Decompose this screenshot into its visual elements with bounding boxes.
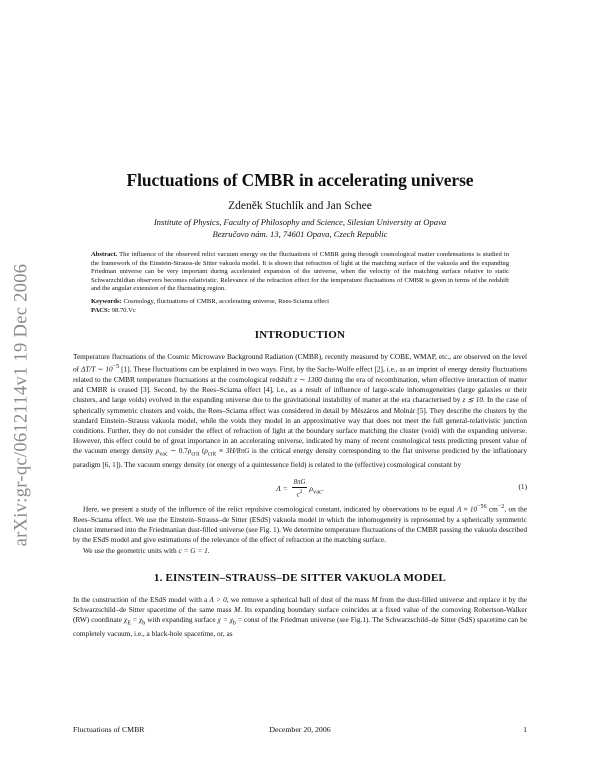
abstract [91, 251, 509, 294]
intro-paragraph-1: Temperature fluctuations of the Cosmic Microwave Background Radiation (CMBR), recently measured by COBE, WMAP, etc., are observed on the level of ΔT/T ∼ $10^{-5}$ [1]. These fluctuations can be explained in two ways. First, by the Sachs-Wolfe effect [2], i.e., as an imprint of energy density fluctuations related to the CMBR temperature fluctuations at the cosmological redshift z ∼ 1300 during the era of recombination, when effective interaction of matter and CMBR is ceased [3]. Second, by the Rees–Sciama effect [4], i.e., as a result of influence of large-scale inhomogeneities (large galaxies or their clusters, and large voids) evolved in the expanding universe due to the gravitational instability of matter at the era characterised by z ≲ 10. In the case of spherically symmetric clusters and voids, the Rees–Sciama effect was considered in detail by Mészáros and Molnár [5]. They describe the clusters by the standard Einstein–Strauss vakuola model, while the voids they model in an approximative way that does not meet the full general-relativistic junction conditions. Further, they do not consider the effect of refraction of light at the boundary surface matching the cluster (void) with the expanding universe. However, this effect could be of great importance in an accelerating universe, indicated by many of recent cosmological tests predicting present value of the vacuum energy density $\rho_{vac}$ ∼ $0.7\rho_{crit}$ ($\rho_{crit} \equiv 3H/8\pi G$ is the critical energy density corresponding to the flat universe predicted by the inflationary paradigm [6, 1]). The vacuum energy density (or energy of a quintessence field) is related to the (effective) cosmological constant by [73, 352, 527, 470]
paper-page [73, 170, 527, 639]
equation-body: Λ = $\frac{8\pi G}{c^2}$ $\rho_{vac}$. [276, 479, 324, 499]
section-heading-introduction: INTRODUCTION [254, 329, 346, 342]
affiliation [73, 217, 527, 240]
equation-number: (1) [518, 482, 527, 492]
abstract-text: The influence of the observed relict vacuum energy on the fluctuations of CMBR going through cosmological matter condensations is studied in the framework of the Einstein-Strauss-de Sitter vakuola model. It is shown that refraction of light at the matching surface of the vakuola and the expanding Friedman universe can be very important during accelerated expansion of the universe, when the velocity of the matching surface relative to static Schwarzchildian observers becomes relativistic. Relevance of the refraction effect for the temperature fluctuations of CMBR is given in terms of the redshift and the angular extension of the fluctuating region. [91, 251, 509, 293]
intro-paragraph-3: We use the geometric units with c = G = 1. [83, 545, 210, 555]
intro-paragraph-2: Here, we present a study of the influence of the relict repulsive cosmological constant, indicated by observations to be equal $\Lambda \approx 10^{-56}$ $cm^{-2}$, on the Rees–Sciama effect. We use the Einstein–Strauss–de Sitter (ESdS) vakuola model in which the inhomogeneity is represented by a spherically symmetric cluster immersed into the Friedmanian dust-filled universe (see Fig. 1). We determine temperature fluctuations of the CMBR passing the vakuola described by the ESdS model and give estimations of the relevance of the effect of refraction at the matching surface. [73, 504, 527, 545]
keywords [91, 298, 509, 315]
affiliation-line: Institute of Physics, Faculty of Philosophy and Science, Silesian University at Opava [153, 217, 447, 227]
keywords-label: Keywords: [91, 297, 122, 305]
section1-paragraph-1: In the construction of the ESdS model with a Λ > 0, we remove a spherical ball of dust of the mass M from the dust-filled universe and replace it by the Schwarzschild–de Sitter spacetime of the same mass M. Its expanding boundary surface coincides at a fixed value of the comoving Robertson-Walker (RW) coordinate $\chi_E = \chi_b$ with expanding surface $\chi = \chi_b$ = const of the Friedman universe (see Fig.1). The Schwarzschild–de Sitter (SdS) spacetime can be completely vacuum, i.e., a black-hole spacetime, or, as [73, 594, 527, 638]
page-number: 1 [523, 725, 527, 734]
section-heading-1: 1. EINSTEIN–STRAUSS–DE SITTER VAKUOLA MODEL [153, 571, 447, 584]
author-list: Zdeněk Stuchlík and Jan Schee [228, 200, 372, 212]
equation-1 [73, 473, 527, 499]
page-footer [73, 725, 527, 737]
keywords-text: Cosmology, fluctuations of CMBR, accelerating universe, Rees-Sciama effect [123, 297, 330, 305]
pacs-label: PACS: [91, 306, 110, 314]
equation-fraction: $\frac{8\pi G}{c^2}$ [293, 479, 306, 499]
arxiv-identifier: arXiv:gr-qc/0612114v1 19 Dec 2006 [11, 263, 32, 547]
abstract-label: Abstract. [91, 251, 118, 258]
arxiv-stamp [8, 205, 36, 605]
affiliation-line: Bezručovo nám. 13, 74601 Opava, Czech Republic [212, 228, 388, 239]
footer-date: December 20, 2006 [269, 725, 331, 734]
pacs-text: 98.70.Vc [111, 306, 136, 314]
paper-title: Fluctuations of CMBR in accelerating universe [126, 170, 474, 190]
footer-running-title: Fluctuations of CMBR [73, 725, 145, 734]
